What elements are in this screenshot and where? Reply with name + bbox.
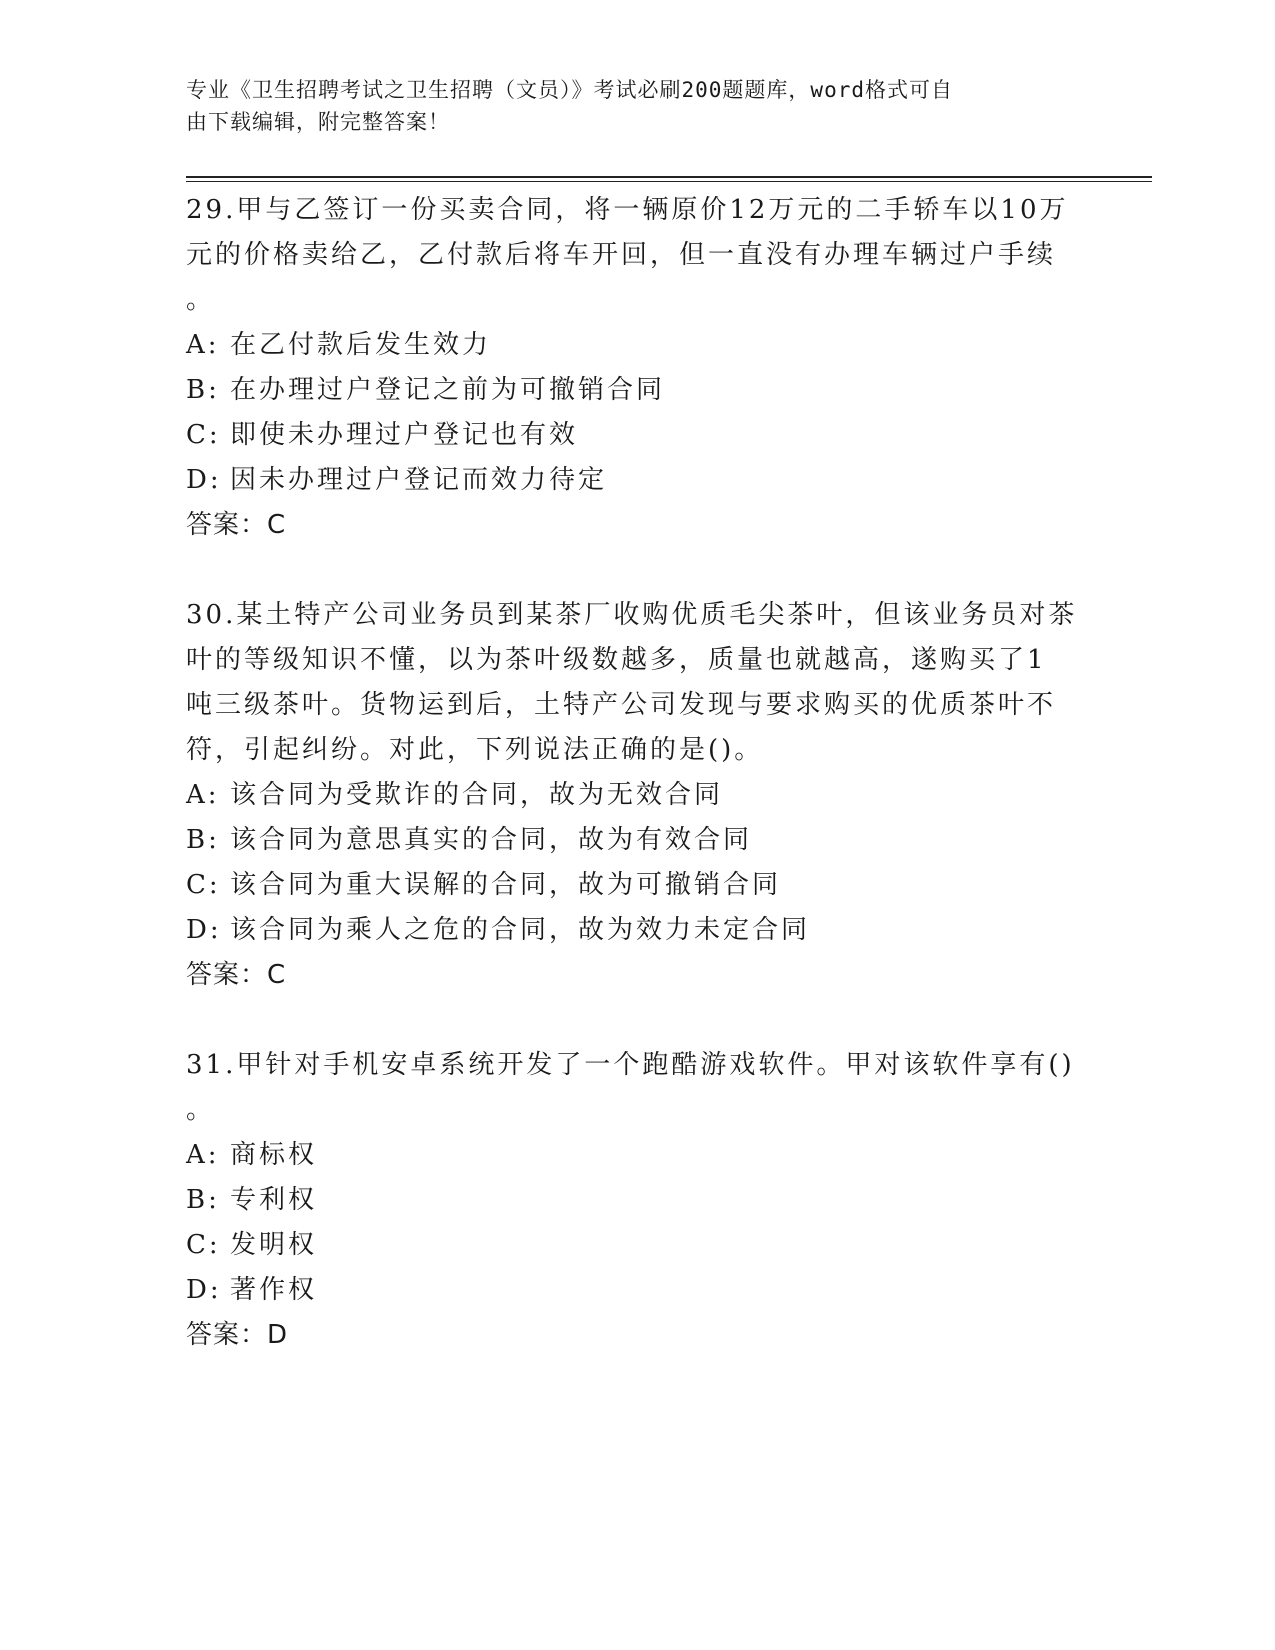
question-stem bbox=[186, 1043, 1086, 1133]
header-line-1: 专业《卫生招聘考试之卫生招聘（文员）》考试必刷200题题库，word格式可自 bbox=[186, 78, 953, 102]
option-text: 该合同为乘人之危的合同，故为效力未定合同 bbox=[230, 915, 811, 945]
option-key: B: bbox=[186, 375, 220, 405]
stem-line: 吨三级茶叶。货物运到后，土特产公司发现与要求购买的优质茶叶不 bbox=[186, 690, 1057, 720]
option-key: D: bbox=[186, 465, 222, 495]
option-b bbox=[186, 368, 1086, 413]
stem-line: 元的价格卖给乙，乙付款后将车开回，但一直没有办理车辆过户手续 bbox=[186, 240, 1057, 270]
option-b bbox=[186, 818, 1086, 863]
option-key: B: bbox=[186, 1185, 220, 1215]
option-d bbox=[186, 458, 1086, 503]
option-text: 即使未办理过户登记也有效 bbox=[230, 420, 579, 450]
option-key: A: bbox=[186, 1140, 220, 1170]
answer-line: 答案：C bbox=[186, 510, 287, 540]
option-c bbox=[186, 413, 1086, 458]
option-b bbox=[186, 1178, 1086, 1223]
header-line-2: 由下载编辑，附完整答案！ bbox=[186, 110, 450, 134]
option-a bbox=[186, 1133, 1086, 1178]
option-c bbox=[186, 1223, 1086, 1268]
option-d bbox=[186, 1268, 1086, 1313]
option-key: A: bbox=[186, 780, 220, 810]
question-list bbox=[186, 188, 1086, 1358]
stem-line: 29.甲与乙签订一份买卖合同，将一辆原价12万元的二手轿车以10万 bbox=[186, 195, 1069, 225]
stem-line: 叶的等级知识不懂，以为茶叶级数越多，质量也就越高，遂购买了1 bbox=[186, 645, 1047, 675]
option-key: D: bbox=[186, 1275, 222, 1305]
option-text: 著作权 bbox=[230, 1275, 318, 1305]
question-spacer bbox=[186, 998, 1086, 1043]
option-text: 在办理过户登记之前为可撤销合同 bbox=[230, 375, 666, 405]
document-header bbox=[186, 74, 1066, 138]
option-text: 专利权 bbox=[230, 1185, 318, 1215]
stem-line: 30.某土特产公司业务员到某茶厂收购优质毛尖茶叶，但该业务员对茶 bbox=[186, 600, 1078, 630]
question-31 bbox=[186, 1043, 1086, 1358]
option-d bbox=[186, 908, 1086, 953]
option-text: 因未办理过户登记而效力待定 bbox=[230, 465, 608, 495]
header-divider-thick bbox=[186, 176, 1152, 178]
option-key: B: bbox=[186, 825, 220, 855]
option-text: 该合同为重大误解的合同，故为可撤销合同 bbox=[230, 870, 782, 900]
question-stem bbox=[186, 188, 1086, 323]
option-key: C: bbox=[186, 420, 221, 450]
option-a bbox=[186, 773, 1086, 818]
option-text: 该合同为意思真实的合同，故为有效合同 bbox=[230, 825, 753, 855]
header-divider-thin bbox=[186, 181, 1152, 182]
question-spacer bbox=[186, 548, 1086, 593]
option-c bbox=[186, 863, 1086, 908]
answer-line: 答案：C bbox=[186, 960, 287, 990]
question-30 bbox=[186, 593, 1086, 998]
answer-line: 答案：D bbox=[186, 1320, 289, 1350]
question-stem bbox=[186, 593, 1086, 773]
option-text: 该合同为受欺诈的合同，故为无效合同 bbox=[230, 780, 724, 810]
option-key: D: bbox=[186, 915, 222, 945]
option-key: C: bbox=[186, 870, 221, 900]
option-text: 在乙付款后发生效力 bbox=[230, 330, 492, 360]
option-text: 商标权 bbox=[230, 1140, 318, 1170]
option-key: A: bbox=[186, 330, 220, 360]
stem-line: 符，引起纠纷。对此，下列说法正确的是()。 bbox=[186, 735, 764, 765]
stem-line: 。 bbox=[186, 285, 216, 315]
stem-line: 31.甲针对手机安卓系统开发了一个跑酷游戏软件。甲对该软件享有() bbox=[186, 1050, 1075, 1080]
option-key: C: bbox=[186, 1230, 221, 1260]
option-text: 发明权 bbox=[230, 1230, 318, 1260]
option-a bbox=[186, 323, 1086, 368]
stem-line: 。 bbox=[186, 1095, 216, 1125]
question-29 bbox=[186, 188, 1086, 548]
